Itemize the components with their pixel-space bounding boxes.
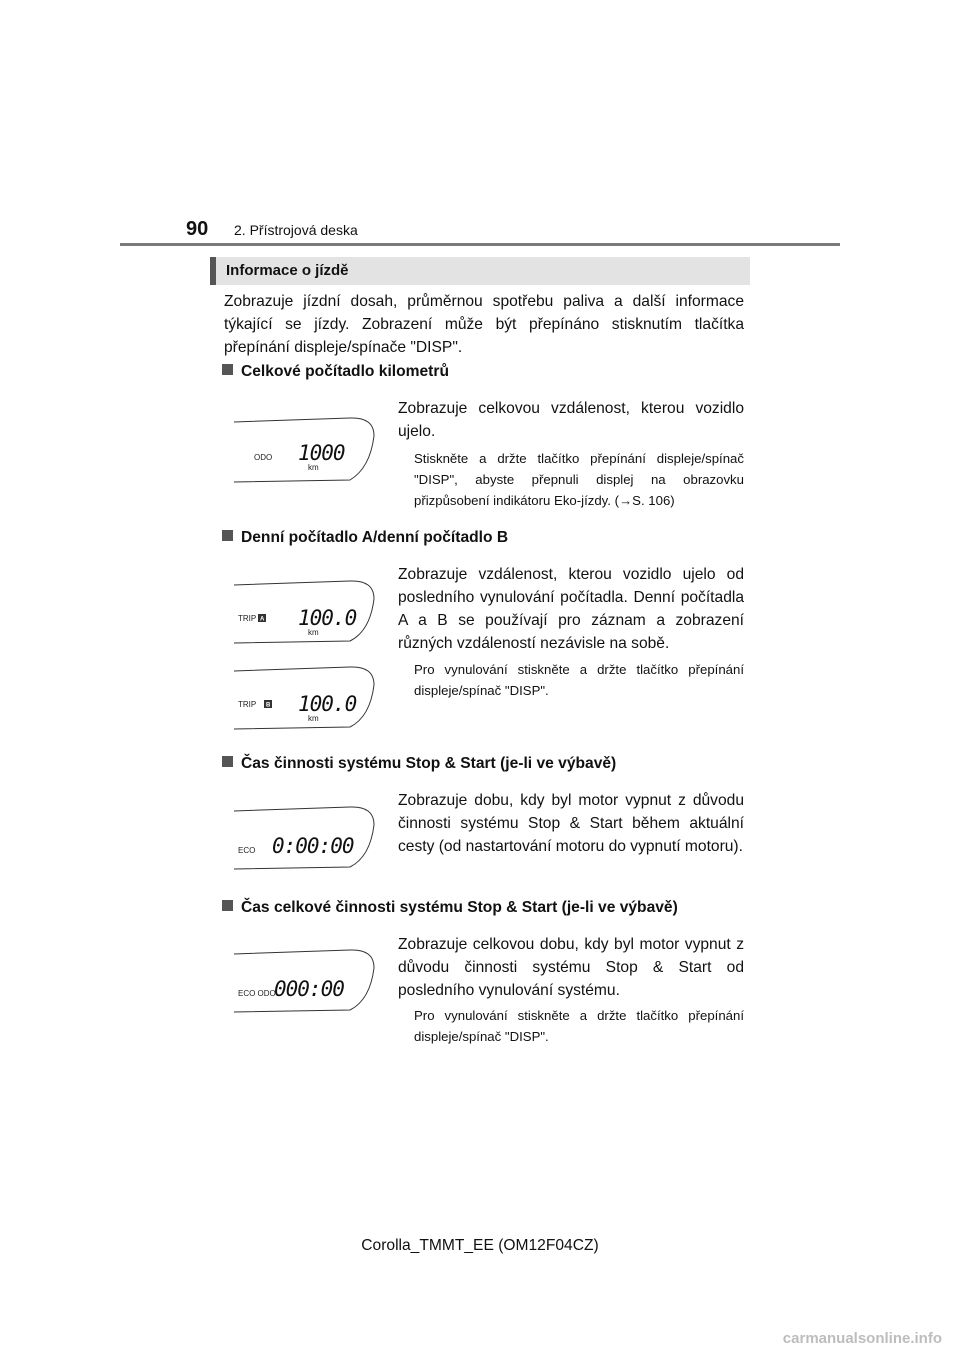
square-bullet-icon: [222, 530, 233, 541]
watermark: carmanualsonline.info: [782, 1330, 942, 1347]
lcd-unit: km: [308, 463, 319, 472]
lcd-label: ODO: [254, 453, 273, 462]
square-bullet-icon: [222, 900, 233, 911]
section-title: Informace o jízdě: [226, 262, 349, 279]
eco-odo-display: [232, 948, 382, 1020]
lcd-label: ECO ODO: [238, 989, 276, 998]
lcd-label: ECO: [238, 846, 256, 855]
lcd-digits: 100.0: [298, 606, 357, 630]
trip-note: Pro vynulování stiskněte a držte tlačítko přepínání displeje/spínač "DISP".: [414, 662, 744, 698]
trip-badge: A: [260, 616, 265, 623]
square-bullet-icon: [222, 756, 233, 767]
odometer-description: Zobrazuje celkovou vzdálenost, kterou vozidlo ujelo.: [398, 400, 744, 440]
lcd-outline: [232, 414, 382, 486]
chapter-title: 2. Přístrojová deska: [234, 222, 358, 238]
lcd-unit: km: [308, 714, 319, 723]
page-number: 90: [186, 218, 209, 240]
odometer-display: [232, 414, 382, 486]
lcd-label: TRIP: [238, 614, 257, 623]
trip-description: Zobrazuje vzdálenost, kterou vozidlo ujelo od posledního vynulování počítadla. Denní počítadla A a B se používají pro záznam a zobrazení různých vzdáleností nezávisle na sobě.: [398, 566, 744, 652]
header-divider: [120, 243, 840, 246]
subheading-text: Celkové počítadlo kilometrů: [241, 363, 449, 380]
subheading-text: Čas činnosti systému Stop & Start (je-li ve výbavě): [241, 755, 617, 772]
lcd-outline: [232, 579, 382, 651]
trip-a-display: [232, 579, 382, 651]
lcd-unit: km: [308, 628, 319, 637]
stop-start-total-note: Pro vynulování stiskněte a držte tlačítko přepínání displeje/spínač "DISP".: [414, 1008, 744, 1044]
subheading-text: Čas celkové činnosti systému Stop & Start (je-li ve výbavě): [241, 899, 678, 916]
lcd-digits: 000:00: [274, 977, 344, 1001]
lcd-outline: [232, 805, 382, 877]
lcd-label: TRIP: [238, 700, 257, 709]
lcd-digits: 100.0: [298, 692, 357, 716]
trip-badge: B: [266, 702, 271, 709]
subheading-stop-start-time: [222, 755, 616, 773]
section-header: [210, 257, 750, 285]
subheading-trip: [222, 529, 508, 547]
footer-model: Corolla_TMMT_EE (OM12F04CZ): [361, 1237, 599, 1254]
lcd-digits: 0:00:00: [272, 834, 354, 858]
stop-start-time-description: Zobrazuje dobu, kdy byl motor vypnut z důvodu činnosti systému Stop & Start během aktuální cesty (od nastartování motoru do vypnutí motoru).: [398, 792, 744, 855]
lcd-outline: [232, 948, 382, 1020]
section-accent: [210, 257, 216, 285]
subheading-odometer: [222, 363, 449, 381]
odometer-note: Stiskněte a držte tlačítko přepínání displeje/spínač "DISP", abyste přepnuli displej na obrazovku přizpůsobení indikátoru Eko-jízdy. (→S. 106): [414, 451, 744, 508]
subheading-stop-start-total: [222, 899, 678, 917]
subheading-text: Denní počítadlo A/denní počítadlo B: [241, 529, 509, 546]
lcd-outline: [232, 665, 382, 737]
trip-b-display: [232, 665, 382, 737]
square-bullet-icon: [222, 364, 233, 375]
lcd-digits: 1000: [298, 441, 345, 465]
stop-start-total-description: Zobrazuje celkovou dobu, kdy byl motor vypnut z důvodu činnosti systému Stop & Start od posledního vynulování systému.: [398, 936, 744, 999]
eco-time-display: [232, 805, 382, 877]
section-intro: Zobrazuje jízdní dosah, průměrnou spotřebu paliva a další informace týkající se jízdy. Zobrazení může být přepínáno stisknutím tlačítka přepínání displeje/spínače "DISP".: [224, 293, 744, 356]
